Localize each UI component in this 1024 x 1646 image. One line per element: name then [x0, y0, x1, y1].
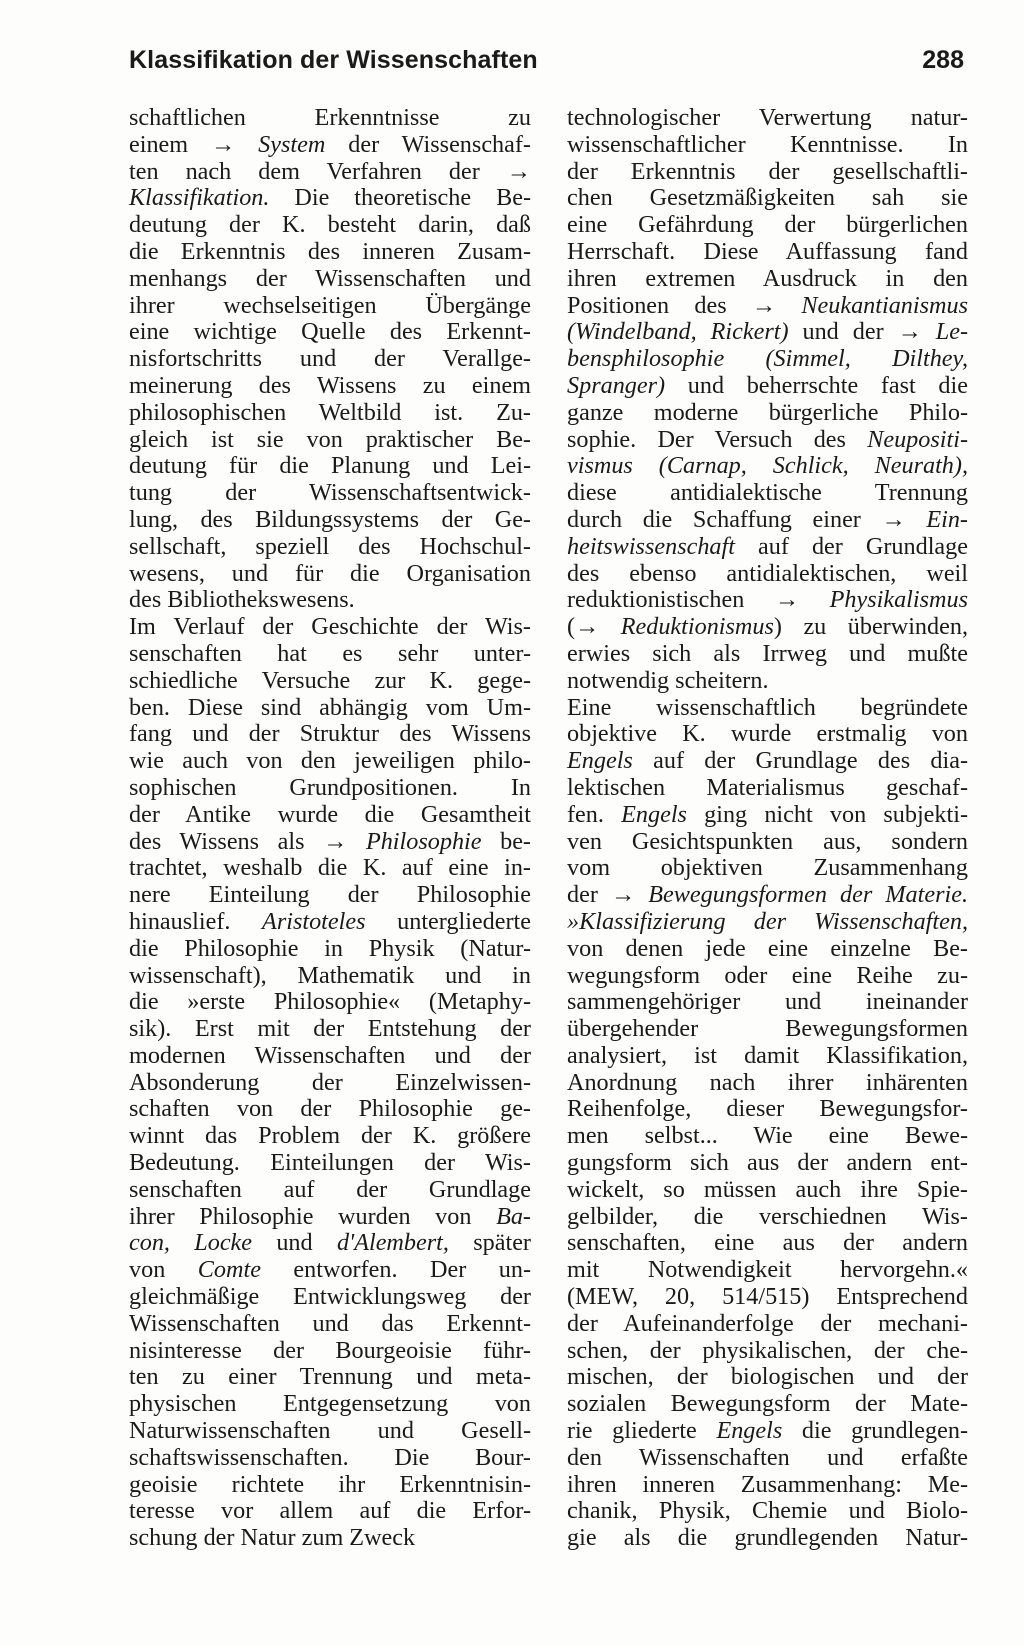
text-run: rie gliederte [567, 1417, 717, 1445]
text-run: winnt das Problem der K. größere [129, 1122, 531, 1150]
italic-term: System [258, 130, 326, 158]
text-run: chen Gesetzmäßigkeiten sah sie [567, 184, 968, 212]
text-run: der Aufeinanderfolge der mechani- [567, 1309, 968, 1337]
text-run: von [129, 1256, 198, 1284]
text-line [129, 1204, 531, 1231]
text-run: gelbilder, die verschiednen Wis- [567, 1202, 968, 1230]
text-line [129, 641, 531, 668]
text-line [567, 1445, 968, 1472]
text-line [129, 1150, 531, 1177]
italic-term: heitswissenschaft [567, 532, 735, 560]
text-line [129, 534, 531, 561]
text-line [129, 1525, 531, 1552]
text-line [129, 185, 531, 212]
text-run: lektischen Materialismus geschaf- [567, 773, 968, 801]
italic-term: Le- [935, 318, 968, 346]
text-run: senschaften, eine aus der andern [567, 1229, 968, 1257]
text-line [567, 829, 968, 856]
text-run: geoisie richtete ihr Erkenntnisin- [129, 1470, 531, 1498]
text-run: men selbst... Wie eine Bewe- [567, 1122, 968, 1150]
text-line [129, 829, 531, 856]
text-line [567, 1204, 968, 1231]
text-line [129, 1418, 531, 1445]
text-line [567, 989, 968, 1016]
text-run: der Erkenntnis der gesellschaftli- [567, 157, 968, 185]
text-run: wesens, und für die Organisation [129, 559, 531, 587]
text-run: schiedliche Versuche zur K. gege- [129, 666, 531, 694]
text-run: und [252, 1229, 337, 1257]
italic-term: Neukantianismus [801, 291, 968, 319]
text-line [567, 1284, 968, 1311]
text-line [129, 909, 531, 936]
text-line [567, 400, 968, 427]
text-line [129, 989, 531, 1016]
text-line [567, 963, 968, 990]
text-line [567, 185, 968, 212]
text-run: ) zu überwinden, [773, 613, 968, 641]
text-run: Positionen des → [567, 291, 802, 319]
text-run: fang und der Struktur des Wissens [129, 720, 531, 748]
text-line [567, 641, 968, 668]
text-run: der → [567, 881, 649, 909]
text-line [567, 1391, 968, 1418]
text-run: Anordnung nach ihrer inhärenten [567, 1068, 968, 1096]
text-run: Naturwissenschaften und Gesell- [129, 1417, 531, 1445]
text-line [567, 1070, 968, 1097]
text-line [567, 561, 968, 588]
text-line [129, 561, 531, 588]
text-run: schen, der physikalischen, der che- [567, 1336, 968, 1364]
italic-term: Comte [197, 1256, 261, 1284]
text-line [129, 775, 531, 802]
text-line [129, 668, 531, 695]
text-run: Im Verlauf der Geschichte der Wis- [129, 613, 531, 641]
text-line [567, 855, 968, 882]
text-run: Absonderung der Einzelwissen- [129, 1068, 531, 1096]
text-run: sophie. Der Versuch des [567, 425, 868, 453]
text-run: sophischen Grundpositionen. In [129, 773, 531, 801]
text-line [129, 936, 531, 963]
text-run: der Wissenschaf- [325, 130, 531, 158]
italic-term: bensphilosophie (Simmel, Dilthey, [567, 345, 968, 373]
italic-term: Ein- [926, 505, 968, 533]
text-run: philosophischen Weltbild ist. Zu- [129, 398, 531, 426]
italic-term: »Klassifizierung der Wissenschaften, [567, 907, 968, 935]
page-number: 288 [922, 46, 964, 74]
text-run: eine Gefährdung der bürgerlichen [567, 211, 968, 239]
text-run: senschaften hat es sehr unter- [129, 639, 531, 667]
text-line [129, 319, 531, 346]
text-run: (MEW, 20, 514/515) Entsprechend [567, 1283, 968, 1311]
text-line [567, 614, 968, 641]
text-run: meinerung des Wissens zu einem [129, 371, 531, 399]
text-run: lung, des Bildungssystems der Ge- [129, 505, 531, 533]
text-line [567, 319, 968, 346]
italic-term: Engels [567, 747, 633, 775]
text-run: physischen Entgegensetzung von [129, 1390, 531, 1418]
text-line [567, 266, 968, 293]
text-run: tung der Wissenschaftsentwick- [129, 479, 531, 507]
text-run: chanik, Physik, Chemie und Biolo- [567, 1497, 968, 1525]
text-line [129, 1498, 531, 1525]
text-line [129, 802, 531, 829]
text-run: nisinteresse der Bourgeoisie führ- [129, 1336, 531, 1364]
text-run: Bedeutung. Einteilungen der Wis- [129, 1149, 531, 1177]
italic-term: (Windelband, Rickert) [567, 318, 789, 346]
text-run: ging nicht von subjekti- [686, 800, 968, 828]
text-run: übergehender Bewegungsformen [567, 1015, 968, 1043]
text-run: wissenschaft), Mathematik und in [129, 961, 531, 989]
text-run: die Erkenntnis des inneren Zusam- [129, 237, 531, 265]
text-line [129, 748, 531, 775]
text-line [129, 1070, 531, 1097]
text-run: diese antidialektische Trennung [567, 479, 968, 507]
italic-term: Engels [621, 800, 687, 828]
text-run: sozialen Bewegungsform der Mate- [567, 1390, 968, 1418]
text-run: hinauslief. [129, 907, 263, 935]
text-line [567, 132, 968, 159]
text-line [129, 132, 531, 159]
text-line [129, 1338, 531, 1365]
text-run: Eine wissenschaftlich begründete [567, 693, 968, 721]
text-line [129, 480, 531, 507]
text-line [567, 293, 968, 320]
text-run: die grundlegen- [782, 1417, 968, 1445]
text-line [567, 587, 968, 614]
text-line [129, 266, 531, 293]
text-line [567, 668, 968, 695]
text-run: Reihenfolge, dieser Bewegungsfor- [567, 1095, 968, 1123]
text-run: objektive K. wurde erstmalig von [567, 720, 968, 748]
text-line [129, 1364, 531, 1391]
text-line [567, 159, 968, 186]
text-run: des Wissens als → [129, 827, 366, 855]
text-run: einem → [129, 130, 259, 158]
text-line [129, 721, 531, 748]
text-run: (→ [567, 613, 621, 641]
text-line [129, 963, 531, 990]
running-title: Klassifikation der Wissenschaften [129, 46, 538, 74]
text-line [567, 212, 968, 239]
text-line [129, 400, 531, 427]
text-line [567, 427, 968, 454]
text-line [129, 212, 531, 239]
text-run: Herrschaft. Diese Auffassung fand [567, 237, 968, 265]
text-run: modernen Wissenschaften und der [129, 1041, 531, 1069]
text-line [129, 1391, 531, 1418]
left-text-column [129, 105, 531, 1552]
text-line [567, 1150, 968, 1177]
italic-term: Klassifikation. [129, 184, 270, 212]
italic-term: Bewegungsformen der Materie. [648, 881, 968, 909]
text-line [567, 1257, 968, 1284]
text-run: ven Gesichtspunkten aus, sondern [567, 827, 968, 855]
text-line [129, 293, 531, 320]
text-run: gie als die grundlegenden Natur- [567, 1524, 968, 1552]
text-line [567, 1016, 968, 1043]
text-run: entworfen. Der un- [260, 1256, 531, 1284]
text-run: trachtet, weshalb die K. auf eine in- [129, 854, 531, 882]
text-line [567, 534, 968, 561]
text-run: ten zu einer Trennung und meta- [129, 1363, 531, 1391]
text-run: technologischer Verwertung natur- [567, 104, 968, 131]
text-run: sellschaft, speziell des Hochschul- [129, 532, 531, 560]
text-line [567, 748, 968, 775]
text-line [129, 1096, 531, 1123]
text-line [567, 239, 968, 266]
text-run: menhangs der Wissenschaften und [129, 264, 531, 292]
text-line [129, 427, 531, 454]
text-line [567, 936, 968, 963]
text-run: vom objektiven Zusammenhang [567, 854, 968, 882]
text-run: notwendig scheitern. [567, 666, 769, 694]
text-run: Die theoretische Be- [269, 184, 531, 212]
text-line [567, 373, 968, 400]
italic-term: Reduktionismus [620, 613, 774, 641]
text-line [129, 453, 531, 480]
text-run: die Philosophie in Physik (Natur- [129, 934, 531, 962]
italic-term: Aristoteles [262, 907, 366, 935]
italic-term: Spranger) [567, 371, 666, 399]
text-run: erwies sich als Irrweg und mußte [567, 639, 968, 667]
text-run: deutung für die Planung und Lei- [129, 452, 531, 480]
right-text-column [567, 105, 968, 1552]
text-line [567, 1338, 968, 1365]
text-line [567, 721, 968, 748]
text-line [567, 1498, 968, 1525]
text-run: eine wichtige Quelle des Erkennt- [129, 318, 531, 346]
text-line [567, 1525, 968, 1552]
text-run: später [448, 1229, 531, 1257]
text-run: der Antike wurde die Gesamtheit [129, 800, 531, 828]
text-line [129, 159, 531, 186]
text-run: sik). Erst mit der Entstehung der [129, 1015, 531, 1043]
text-line [567, 1472, 968, 1499]
text-line [567, 1123, 968, 1150]
text-line [129, 1177, 531, 1204]
text-line [129, 587, 531, 614]
text-line [567, 1418, 968, 1445]
text-run: ihrer Philosophie wurden von [129, 1202, 497, 1230]
text-run: und beherrschte fast die [665, 371, 968, 399]
text-run: fen. [567, 800, 622, 828]
text-run: wissenschaftlicher Kenntnisse. In [567, 130, 968, 158]
text-line [567, 909, 968, 936]
text-run: ganze moderne bürgerliche Philo- [567, 398, 968, 426]
text-run: senschaften auf der Grundlage [129, 1175, 531, 1203]
italic-term: Ba- [496, 1202, 531, 1230]
text-line [567, 1177, 968, 1204]
text-run: auf der Grundlage des dia- [632, 747, 968, 775]
italic-term: Neupositi- [867, 425, 968, 453]
text-run: Wissenschaften und das Erkennt- [129, 1309, 531, 1337]
text-run: wickelt, so müssen auch ihre Spie- [567, 1175, 968, 1203]
text-run: des ebenso antidialektischen, weil [567, 559, 968, 587]
text-line [129, 346, 531, 373]
text-run: ihrer wechselseitigen Übergänge [129, 291, 531, 319]
italic-term: Engels [716, 1417, 783, 1445]
text-run: ben. Diese sind abhängig vom Um- [129, 693, 531, 721]
text-run: schaftswissenschaften. Die Bour- [129, 1443, 531, 1471]
text-run: schung der Natur zum Zweck [129, 1524, 416, 1552]
italic-term: d'Alembert, [336, 1229, 449, 1257]
text-line [129, 373, 531, 400]
italic-term: Physikalismus [829, 586, 968, 614]
text-run: ihren inneren Zusammenhang: Me- [567, 1470, 968, 1498]
text-line [129, 855, 531, 882]
text-line [129, 1123, 531, 1150]
text-line [567, 1230, 968, 1257]
italic-term: Philosophie [365, 827, 482, 855]
text-run: schaftlichen Erkenntnisse zu [129, 104, 531, 131]
text-line [567, 346, 968, 373]
text-run: gleich ist sie von praktischer Be- [129, 425, 531, 453]
text-line [567, 802, 968, 829]
text-line [567, 1043, 968, 1070]
text-run: wegungsform oder eine Reihe zu- [567, 961, 968, 989]
text-line [129, 1043, 531, 1070]
italic-term: con, Locke [129, 1229, 253, 1257]
text-line [129, 1472, 531, 1499]
text-line [129, 1257, 531, 1284]
text-line [567, 507, 968, 534]
text-line [129, 1284, 531, 1311]
text-line [129, 882, 531, 909]
text-run: nere Einteilung der Philosophie [129, 881, 531, 909]
text-run: den Wissenschaften und erfaßte [567, 1443, 968, 1471]
text-run: untergliederte [365, 907, 531, 935]
text-run: und der → [788, 318, 936, 346]
text-run: mischen, der biologischen und der [567, 1363, 968, 1391]
text-run: durch die Schaffung einer → [567, 505, 927, 533]
text-line [567, 775, 968, 802]
text-run: auf der Grundlage [734, 532, 968, 560]
text-run: mit Notwendigkeit hervorgehn.« [567, 1256, 968, 1284]
text-line [129, 1311, 531, 1338]
text-line [567, 1364, 968, 1391]
text-line [129, 105, 531, 132]
text-run: von denen jede eine einzelne Be- [567, 934, 968, 962]
text-run: wie auch von den jeweiligen philo- [129, 747, 531, 775]
text-line [129, 614, 531, 641]
text-run: sammengehöriger und ineinander [567, 988, 968, 1016]
text-run: ihren extremen Ausdruck in den [567, 264, 968, 292]
text-run: deutung der K. besteht darin, daß [129, 211, 531, 239]
text-line [129, 1445, 531, 1472]
text-line [567, 695, 968, 722]
text-line [567, 105, 968, 132]
text-line [567, 882, 968, 909]
text-run: gungsform sich aus der andern ent- [567, 1149, 968, 1177]
text-run: be- [481, 827, 531, 855]
text-run: reduktionistischen → [567, 586, 830, 614]
text-run: gleichmäßige Entwicklungsweg der [129, 1283, 531, 1311]
text-line [567, 1311, 968, 1338]
text-run: analysiert, ist damit Klassifikation, [567, 1041, 968, 1069]
text-line [567, 480, 968, 507]
text-line [129, 1016, 531, 1043]
text-line [567, 1096, 968, 1123]
text-run: die »erste Philosophie« (Metaphy- [129, 988, 531, 1016]
text-run: ten nach dem Verfahren der → [129, 157, 531, 185]
text-line [129, 507, 531, 534]
text-line [129, 239, 531, 266]
text-line [567, 453, 968, 480]
text-line [129, 695, 531, 722]
text-line [129, 1230, 531, 1257]
text-run: schaften von der Philosophie ge- [129, 1095, 531, 1123]
text-run: teresse vor allem auf die Erfor- [129, 1497, 531, 1525]
text-run: des Bibliothekswesens. [129, 586, 355, 614]
text-run: nisfortschritts und der Verallge- [129, 345, 531, 373]
italic-term: vismus (Carnap, Schlick, Neurath), [567, 452, 968, 480]
